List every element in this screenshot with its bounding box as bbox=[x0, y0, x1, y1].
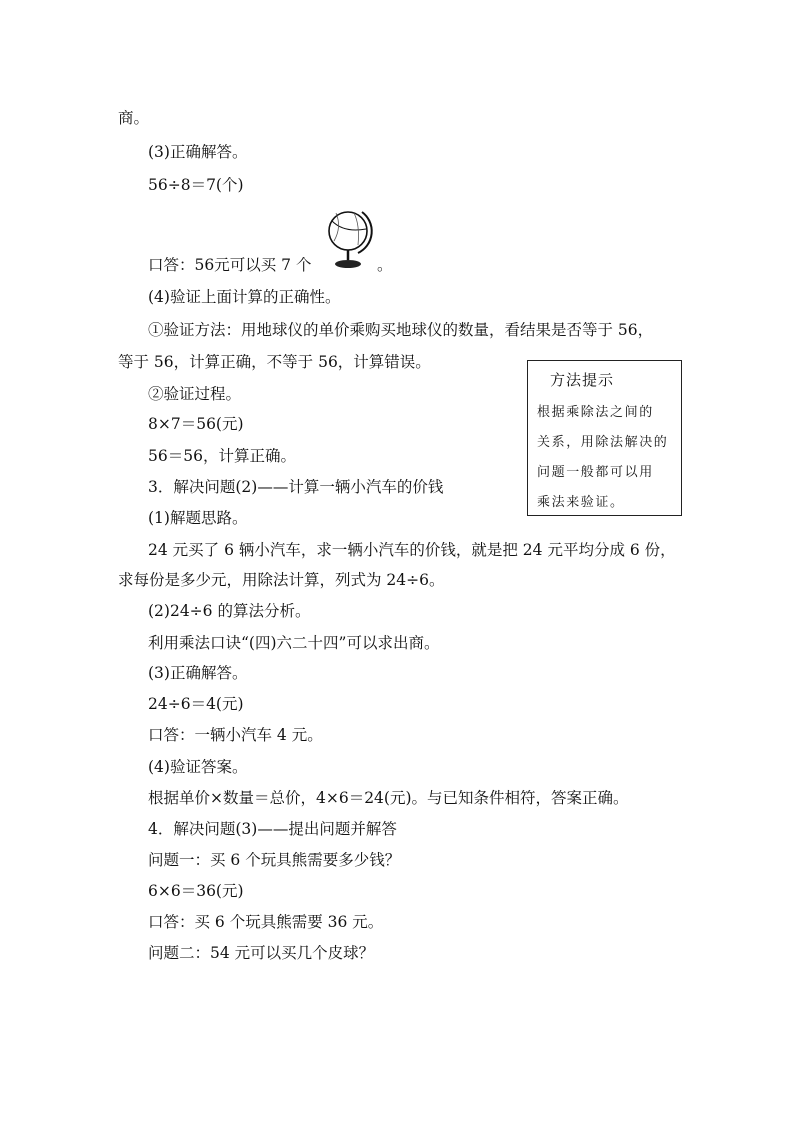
text-line: (3)正确解答。 bbox=[148, 664, 248, 682]
text-line: 4．解决问题(3)——提出问题并解答 bbox=[148, 820, 397, 838]
text-line: 求每份是多少元，用除法计算，列式为 24÷6。 bbox=[118, 571, 445, 589]
text-line: 。 bbox=[377, 256, 393, 274]
text-line: (4)验证上面计算的正确性。 bbox=[148, 288, 341, 306]
tip-line: 乘法来验证。 bbox=[537, 495, 625, 510]
text-line: (3)正确解答。 bbox=[148, 143, 248, 161]
text-line: ②验证过程。 bbox=[148, 385, 242, 403]
text-line: 等于 56，计算正确，不等于 56，计算错误。 bbox=[118, 353, 431, 371]
text-line: 3．解决问题(2)——计算一辆小汽车的价钱 bbox=[148, 478, 444, 496]
text-line: 6×6＝36(元) bbox=[148, 882, 244, 900]
tip-title: 方法提示 bbox=[550, 371, 615, 389]
text-line: 问题二：54 元可以买几个皮球？ bbox=[148, 944, 375, 962]
method-tip-box bbox=[527, 360, 682, 516]
tip-line: 关系，用除法解决的 bbox=[537, 435, 669, 450]
text-line: ①验证方法：用地球仪的单价乘购买地球仪的数量，看结果是否等于 56， bbox=[148, 321, 654, 339]
text-line: (1)解题思路。 bbox=[148, 509, 248, 527]
text-line: 根据单价×数量＝总价，4×6＝24(元)。与已知条件相符，答案正确。 bbox=[148, 789, 629, 807]
text-line: 口答：56元可以买 7 个 bbox=[148, 256, 312, 274]
text-line: 24÷6＝4(元) bbox=[148, 695, 244, 713]
globe-icon bbox=[324, 205, 374, 271]
text-line: (4)验证答案。 bbox=[148, 758, 248, 776]
text-line: 8×7＝56(元) bbox=[148, 415, 244, 433]
text-line: 利用乘法口诀“(四)六二十四”可以求出商。 bbox=[148, 634, 440, 652]
text-line: 56＝56，计算正确。 bbox=[148, 447, 296, 465]
text-line: 口答：买 6 个玩具熊需要 36 元。 bbox=[148, 913, 384, 931]
text-line: 56÷8＝7(个) bbox=[148, 176, 244, 194]
tip-line: 问题一般都可以用 bbox=[537, 465, 654, 480]
text-line: 24 元买了 6 辆小汽车，求一辆小汽车的价钱，就是把 24 元平均分成 6 份， bbox=[148, 541, 676, 559]
text-line: 问题一：买 6 个玩具熊需要多少钱？ bbox=[148, 851, 401, 869]
tip-line: 根据乘除法之间的 bbox=[537, 405, 654, 420]
text-line: 商。 bbox=[118, 109, 150, 127]
text-line: 口答：一辆小汽车 4 元。 bbox=[148, 726, 323, 744]
text-line: (2)24÷6 的算法分析。 bbox=[148, 602, 311, 620]
